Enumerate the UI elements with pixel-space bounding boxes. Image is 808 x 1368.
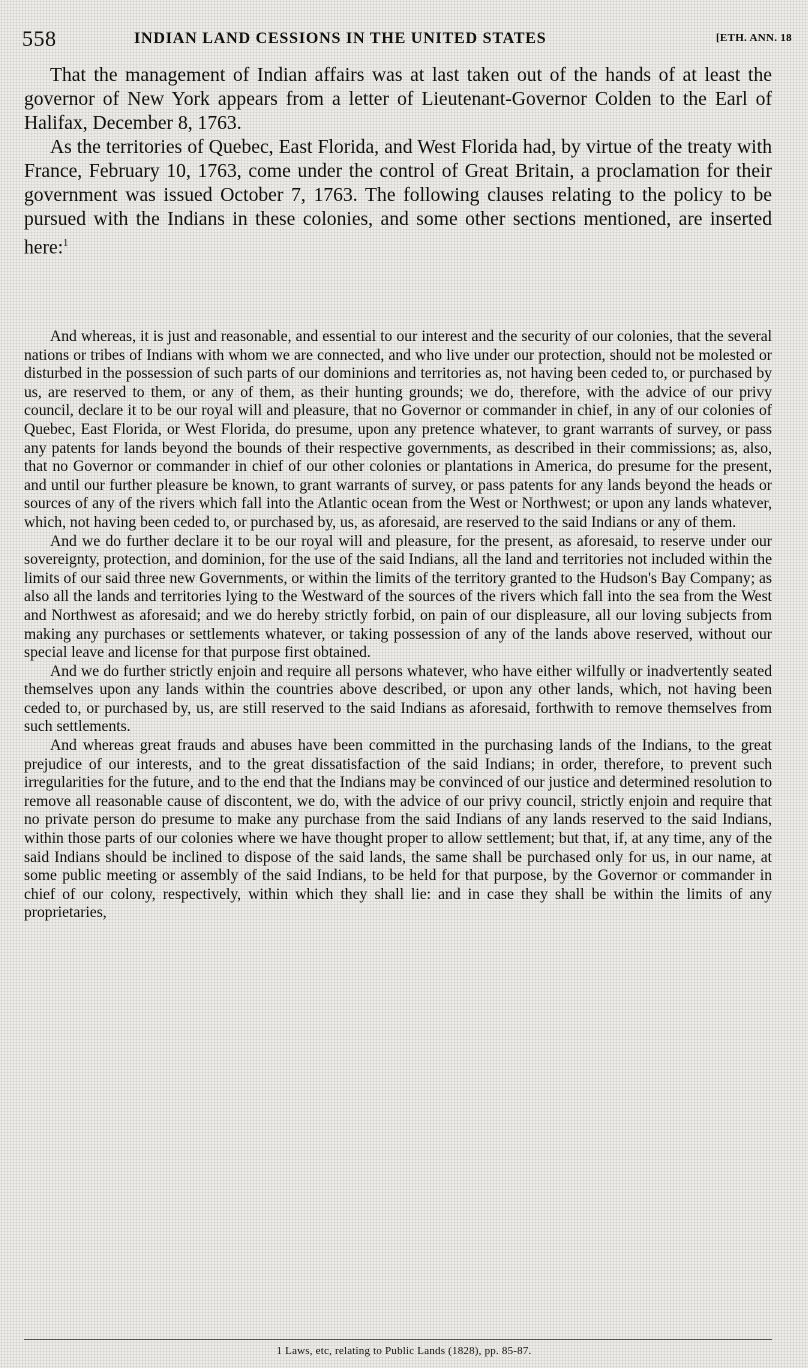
quote-paragraph: And whereas, it is just and reasonable, and essential to our interest and the security of our colonies, that the several nations or tribes of Indians with whom we are connected, and who live under our protection, should not be molested or disturbed in the possession of such parts of our dominions and territories as, not having been ceded to, or purchased by us, are reserved to them, or any of them, as their hunting grounds; we do, therefore, with the advice of our privy council, declare it to be our royal will and pleasure, that no Governor or commander in chief, in any of our colonies of Quebec, East Florida, or West Florida, do presume, upon any pretence whatever, to grant warrants of survey, or pass any patents for lands beyond the bounds of their respective governments, as described in their commissions; as, also, that no Governor or commander in chief of our other colonies or plantations in America, do presume for the present, and until our further pleasure be known, to grant warrants of survey, or pass patents for any lands beyond the heads or sources of any of the rivers which fall into the Atlantic ocean from the West or Northwest; or upon any lands whatever, which, not having been ceded to, or purchased by, us, as aforesaid, are reserved to the said Indians or any of them. xyxy=(24,328,772,531)
page-number: 558 xyxy=(22,26,57,51)
series-label: [ETH. ANN. 18 xyxy=(715,32,792,44)
page-header xyxy=(22,26,792,56)
intro-paragraph: That the management of Indian affairs was at last taken out of the hands of at least the governor of New York appears from a letter of Lieutenant-Governor Colden to the Earl of Halifax, December 8, 1763. xyxy=(24,65,772,134)
intro-paragraph xyxy=(24,136,772,261)
footnote: 1 Laws, etc, relating to Public Lands (1828), pp. 85-87. xyxy=(276,1345,532,1357)
quote-paragraph: And we do further strictly enjoin and require all persons whatever, who have either wilfully or inadvertently seated themselves upon any lands within the countries above described, or upon any other lands, which, not having been ceded to, or purchased by, us, are still reserved to the said Indians as aforesaid, forthwith to remove themselves from such settlements. xyxy=(24,662,772,736)
footnote-divider xyxy=(24,1339,772,1340)
quote-paragraph: And whereas great frauds and abuses have been committed in the purchasing lands of the Indians, to the great prejudice of our interests, and to the great dissatisfaction of the said Indians; in order, therefore, to prevent such irregularities for the future, and to the end that the Indians may be convinced of our justice and determined resolution to remove all reasonable cause of discontent, we do, with the advice of our privy council, strictly enjoin and require that no private person do presume to make any purchase from the said Indians of any lands reserved to the said Indians, within those parts of our colonies where we have thought proper to allow settlement; but that, if, at any time, any of the said Indians should be inclined to dispose of the said lands, the same shall be purchased only for us, in our name, at some public meeting or assembly of the said Indians, to be held for that purpose, by the Governor or commander in chief of our colony, respectively, within which they shall lie: and in case they shall be within the limits of any proprietaries, xyxy=(24,737,772,922)
quote-paragraph: And we do further declare it to be our royal will and pleasure, for the present, as aforesaid, to reserve under our sovereignty, protection, and dominion, for the use of the said Indians, all the land and territories not included within the limits of our said three new Governments, or within the limits of the territory granted to the Hudson's Bay Company; as also all the lands and territories lying to the Westward of the sources of the rivers which fall into the sea from the West and Northwest as aforesaid; and we do hereby strictly forbid, on pain of our displeasure, all our loving subjects from making any purchases or settlements whatever, or taking possession of any of the lands above reserved, without our special leave and license for that purpose first obtained. xyxy=(24,532,772,662)
running-title: INDIAN LAND CESSIONS IN THE UNITED STATES xyxy=(134,30,547,47)
intro-text xyxy=(24,64,772,261)
intro-paragraph-text: As the territories of Quebec, East Florida, and West Florida had, by virtue of the treaty with France, February 10, 1763, come under the control of Great Britain, a proclamation for their government was issued October 7, 1763. The following clauses relating to the policy to be pursued with the Indians in these colonies, and some other sections mentioned, are inserted here: xyxy=(24,137,772,259)
proclamation-excerpt xyxy=(24,328,772,923)
footnote-marker: 1 xyxy=(63,238,69,249)
